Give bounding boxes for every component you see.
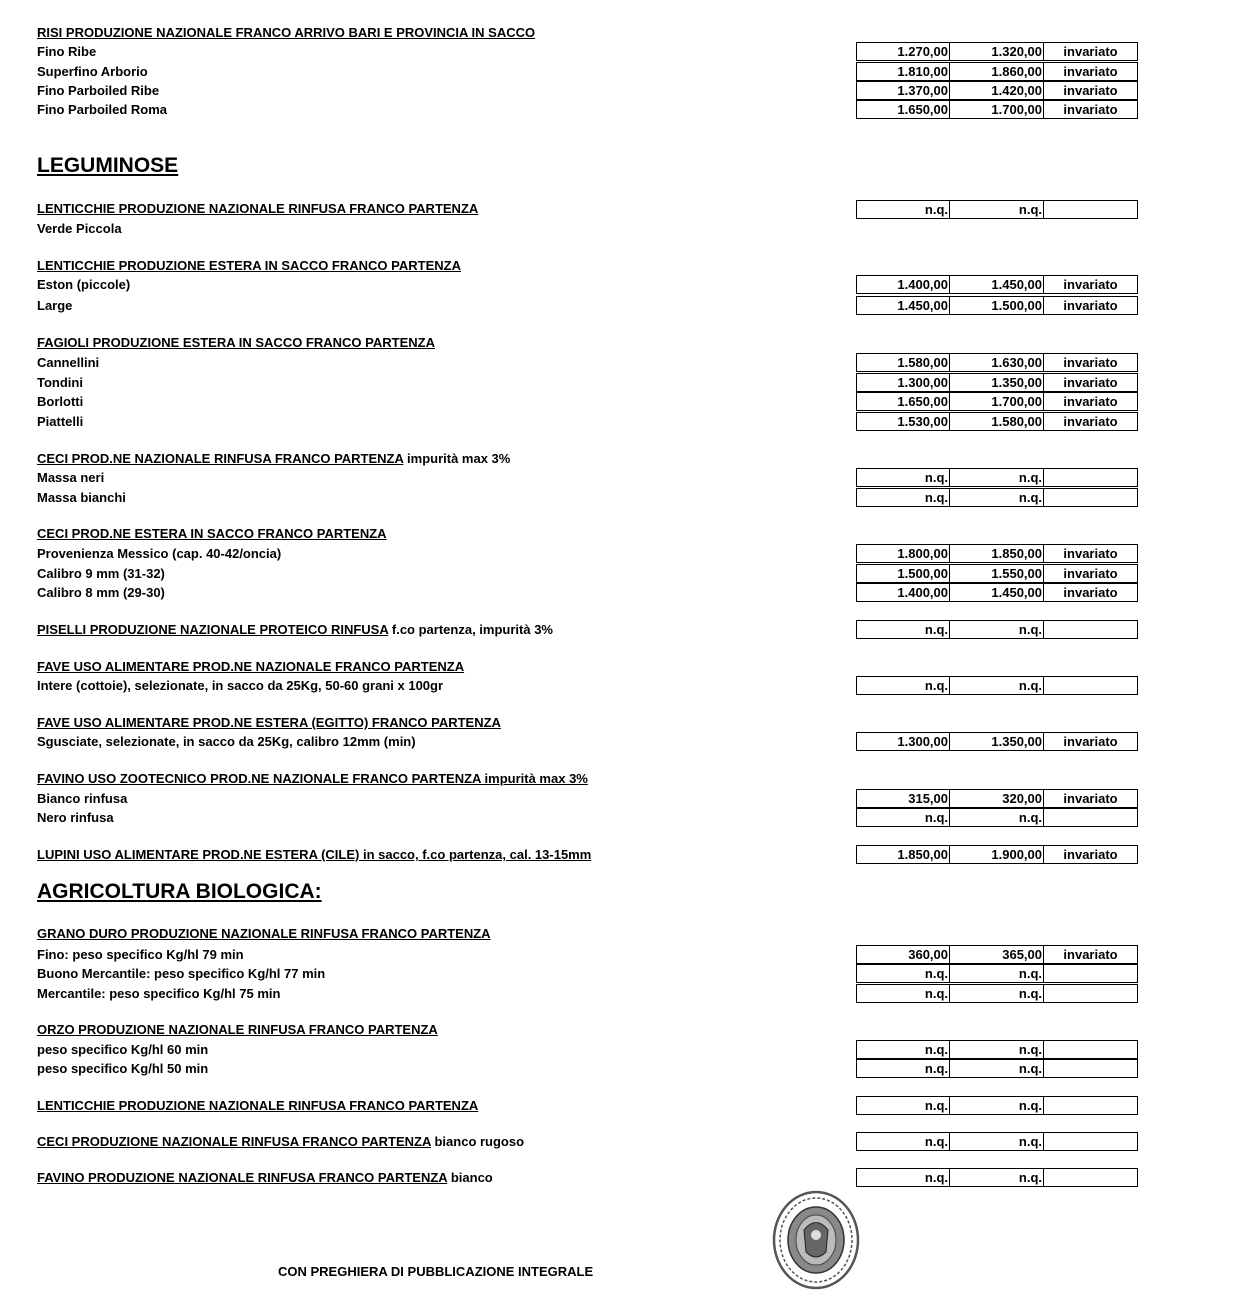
section-heading-favino: FAVINO USO ZOOTECNICO PROD.NE NAZIONALE FRANCO PARTENZA impurità max 3% [37,771,588,786]
variation-cell [1044,200,1138,219]
row-label: Mercantile: peso specifico Kg/hl 75 min [37,986,281,1001]
price-max-cell: 1.450,00 [950,275,1044,294]
row-label: Cannellini [37,355,100,370]
section-heading-ceci-nazionale: CECI PROD.NE NAZIONALE RINFUSA FRANCO PARTENZA [37,451,404,466]
row-label: Tondini [37,375,83,390]
section-heading-ceci-estera: CECI PROD.NE ESTERA IN SACCO FRANCO PARTENZA [37,526,387,541]
variation-cell [1044,468,1138,487]
price-cells [856,620,1138,639]
price-max-cell: 320,00 [950,789,1044,808]
price-min-cell: 1.500,00 [856,564,950,583]
price-min-cell: n.q. [856,1059,950,1078]
price-min-cell: 1.810,00 [856,62,950,81]
section-title-leguminose: LEGUMINOSE [37,154,179,177]
price-max-cell: n.q. [950,1132,1044,1151]
price-cells [856,808,1138,827]
variation-cell [1044,1096,1138,1115]
price-max-cell: 1.630,00 [950,353,1044,372]
variation-cell: invariato [1044,392,1138,411]
variation-cell: invariato [1044,789,1138,808]
row-label: peso specifico Kg/hl 60 min [37,1042,209,1057]
row-label: Provenienza Messico (cap. 40-42/oncia) [37,546,282,561]
variation-cell: invariato [1044,945,1138,964]
price-max-cell: 1.900,00 [950,845,1044,864]
price-max-cell: n.q. [950,964,1044,983]
section-heading-orzo-bio: ORZO PRODUZIONE NAZIONALE RINFUSA FRANCO PARTENZA [37,1022,438,1037]
price-min-cell: 1.400,00 [856,583,950,602]
section-heading-lenticchie-nazionale: LENTICCHIE PRODUZIONE NAZIONALE RINFUSA FRANCO PARTENZA [37,201,479,216]
price-cells [856,583,1138,602]
row-label: Sgusciate, selezionate, in sacco da 25Kg, calibro 12mm (min) [37,734,416,749]
price-cells [856,100,1138,119]
section-heading-favino-bio-wrap [37,1170,493,1185]
price-max-cell: n.q. [950,984,1044,1003]
price-max-cell: n.q. [950,1168,1044,1187]
price-min-cell: n.q. [856,676,950,695]
section-heading-favino-bio: FAVINO PRODUZIONE NAZIONALE RINFUSA FRANCO PARTENZA [37,1170,448,1185]
variation-cell: invariato [1044,275,1138,294]
row-label: Fino: peso specifico Kg/hl 79 min [37,947,244,962]
variation-cell [1044,620,1138,639]
price-max-cell: 1.320,00 [950,42,1044,61]
variation-cell [1044,1040,1138,1059]
price-min-cell: n.q. [856,468,950,487]
price-max-cell: n.q. [950,620,1044,639]
variation-cell: invariato [1044,732,1138,751]
price-min-cell: n.q. [856,488,950,507]
price-cells [856,373,1138,392]
price-min-cell: 315,00 [856,789,950,808]
price-max-cell: 1.850,00 [950,544,1044,563]
price-cells [856,945,1138,964]
row-label: Massa bianchi [37,490,126,505]
section-heading-fave-nazionale: FAVE USO ALIMENTARE PROD.NE NAZIONALE FRANCO PARTENZA [37,659,465,674]
price-max-cell: 1.700,00 [950,392,1044,411]
price-max-cell: 1.860,00 [950,62,1044,81]
variation-cell [1044,1168,1138,1187]
price-cells [856,488,1138,507]
row-label: Fino Ribe [37,44,97,59]
price-min-cell: 1.270,00 [856,42,950,61]
price-min-cell: n.q. [856,964,950,983]
row-label: Massa neri [37,470,105,485]
price-min-cell: n.q. [856,200,950,219]
price-min-cell: n.q. [856,984,950,1003]
variation-cell [1044,488,1138,507]
price-cells [856,296,1138,315]
row-label: Nero rinfusa [37,810,114,825]
price-cells [856,200,1138,219]
price-cells [856,845,1138,864]
price-max-cell: 1.700,00 [950,100,1044,119]
section-heading-grano-bio: GRANO DURO PRODUZIONE NAZIONALE RINFUSA FRANCO PARTENZA [37,926,491,941]
price-cells [856,732,1138,751]
price-min-cell: n.q. [856,620,950,639]
variation-cell: invariato [1044,353,1138,372]
variation-cell: invariato [1044,412,1138,431]
variation-cell [1044,1059,1138,1078]
section-heading-ceci-bio-note: bianco rugoso [434,1134,525,1149]
variation-cell: invariato [1044,296,1138,315]
row-label: Calibro 8 mm (29-30) [37,585,165,600]
price-min-cell: 1.580,00 [856,353,950,372]
price-max-cell: 1.450,00 [950,583,1044,602]
price-cells [856,964,1138,983]
row-label: Borlotti [37,394,84,409]
price-min-cell: n.q. [856,1132,950,1151]
price-cells [856,468,1138,487]
variation-cell [1044,808,1138,827]
row-label: Buono Mercantile: peso specifico Kg/hl 77 min [37,966,326,981]
price-max-cell: 365,00 [950,945,1044,964]
row-label: peso specifico Kg/hl 50 min [37,1061,209,1076]
price-max-cell: n.q. [950,1096,1044,1115]
price-max-cell: 1.350,00 [950,373,1044,392]
section-heading-lenticchie-estera: LENTICCHIE PRODUZIONE ESTERA IN SACCO FRANCO PARTENZA [37,258,461,273]
price-min-cell: n.q. [856,1168,950,1187]
price-max-cell: n.q. [950,1059,1044,1078]
price-cells [856,353,1138,372]
section-heading-piselli-wrap [37,622,553,637]
price-cells [856,564,1138,583]
price-max-cell: 1.500,00 [950,296,1044,315]
section-heading-fagioli: FAGIOLI PRODUZIONE ESTERA IN SACCO FRANCO PARTENZA [37,335,435,350]
variation-cell: invariato [1044,845,1138,864]
price-max-cell: 1.350,00 [950,732,1044,751]
price-min-cell: 1.300,00 [856,373,950,392]
variation-cell: invariato [1044,564,1138,583]
price-min-cell: 1.450,00 [856,296,950,315]
section-heading-lenticchie-bio: LENTICCHIE PRODUZIONE NAZIONALE RINFUSA FRANCO PARTENZA [37,1098,479,1113]
variation-cell [1044,676,1138,695]
variation-cell [1044,1132,1138,1151]
price-cells [856,412,1138,431]
price-cells [856,544,1138,563]
price-min-cell: 1.650,00 [856,392,950,411]
row-label: Fino Parboiled Roma [37,102,168,117]
row-label: Bianco rinfusa [37,791,128,806]
price-cells [856,1059,1138,1078]
price-min-cell: 360,00 [856,945,950,964]
row-label: Intere (cottoie), selezionate, in sacco da 25Kg, 50-60 grani x 100gr [37,678,444,693]
row-label: Calibro 9 mm (31-32) [37,566,165,581]
price-cells [856,392,1138,411]
price-cells [856,81,1138,100]
price-max-cell: 1.550,00 [950,564,1044,583]
price-cells [856,676,1138,695]
row-label: Fino Parboiled Ribe [37,83,160,98]
section-heading-piselli-note: f.co partenza, impurità 3% [391,622,553,637]
variation-cell: invariato [1044,100,1138,119]
price-min-cell: 1.300,00 [856,732,950,751]
variation-cell: invariato [1044,81,1138,100]
price-min-cell: 1.370,00 [856,81,950,100]
price-min-cell: 1.800,00 [856,544,950,563]
price-min-cell: n.q. [856,1096,950,1115]
row-label: Piattelli [37,414,84,429]
section-heading-ceci-nazionale-wrap [37,451,510,466]
variation-cell [1044,964,1138,983]
row-label: Superfino Arborio [37,64,148,79]
section-heading-fave-estera: FAVE USO ALIMENTARE PROD.NE ESTERA (EGITTO) FRANCO PARTENZA [37,715,501,730]
variation-cell: invariato [1044,583,1138,602]
footer-note: CON PREGHIERA DI PUBBLICAZIONE INTEGRALE [278,1264,594,1279]
section-heading-favino-bio-note: bianco [450,1170,493,1185]
price-max-cell: 1.580,00 [950,412,1044,431]
row-label: Verde Piccola [37,221,122,236]
row-label: Eston (piccole) [37,277,131,292]
section-heading-ceci-nazionale-note: impurità max 3% [407,451,511,466]
price-cells [856,984,1138,1003]
section-heading-piselli: PISELLI PRODUZIONE NAZIONALE PROTEICO RINFUSA [37,622,389,637]
price-min-cell: 1.530,00 [856,412,950,431]
section-heading-lupini: LUPINI USO ALIMENTARE PROD.NE ESTERA (CILE) in sacco, f.co partenza, cal. 13-15mm [37,847,592,862]
price-cells [856,275,1138,294]
variation-cell: invariato [1044,373,1138,392]
price-min-cell: 1.650,00 [856,100,950,119]
row-label: Large [37,298,73,313]
price-max-cell: n.q. [950,468,1044,487]
price-min-cell: 1.850,00 [856,845,950,864]
price-max-cell: 1.420,00 [950,81,1044,100]
price-min-cell: n.q. [856,808,950,827]
price-max-cell: n.q. [950,1040,1044,1059]
section-heading-risi: RISI PRODUZIONE NAZIONALE FRANCO ARRIVO BARI E PROVINCIA IN SACCO [37,25,536,40]
price-max-cell: n.q. [950,488,1044,507]
price-cells [856,1168,1138,1187]
variation-cell [1044,984,1138,1003]
price-max-cell: n.q. [950,676,1044,695]
section-heading-ceci-bio-wrap [37,1134,524,1149]
price-cells [856,42,1138,61]
price-min-cell: n.q. [856,1040,950,1059]
variation-cell: invariato [1044,62,1138,81]
section-title-agricoltura-biologica: AGRICOLTURA BIOLOGICA: [37,880,322,903]
price-max-cell: n.q. [950,808,1044,827]
price-cells [856,789,1138,808]
price-cells [856,1132,1138,1151]
price-max-cell: n.q. [950,200,1044,219]
price-cells [856,1040,1138,1059]
price-min-cell: 1.400,00 [856,275,950,294]
price-cells [856,1096,1138,1115]
section-heading-ceci-bio: CECI PRODUZIONE NAZIONALE RINFUSA FRANCO PARTENZA [37,1134,431,1149]
price-cells [856,62,1138,81]
variation-cell: invariato [1044,544,1138,563]
official-seal-icon [772,1190,860,1290]
variation-cell: invariato [1044,42,1138,61]
